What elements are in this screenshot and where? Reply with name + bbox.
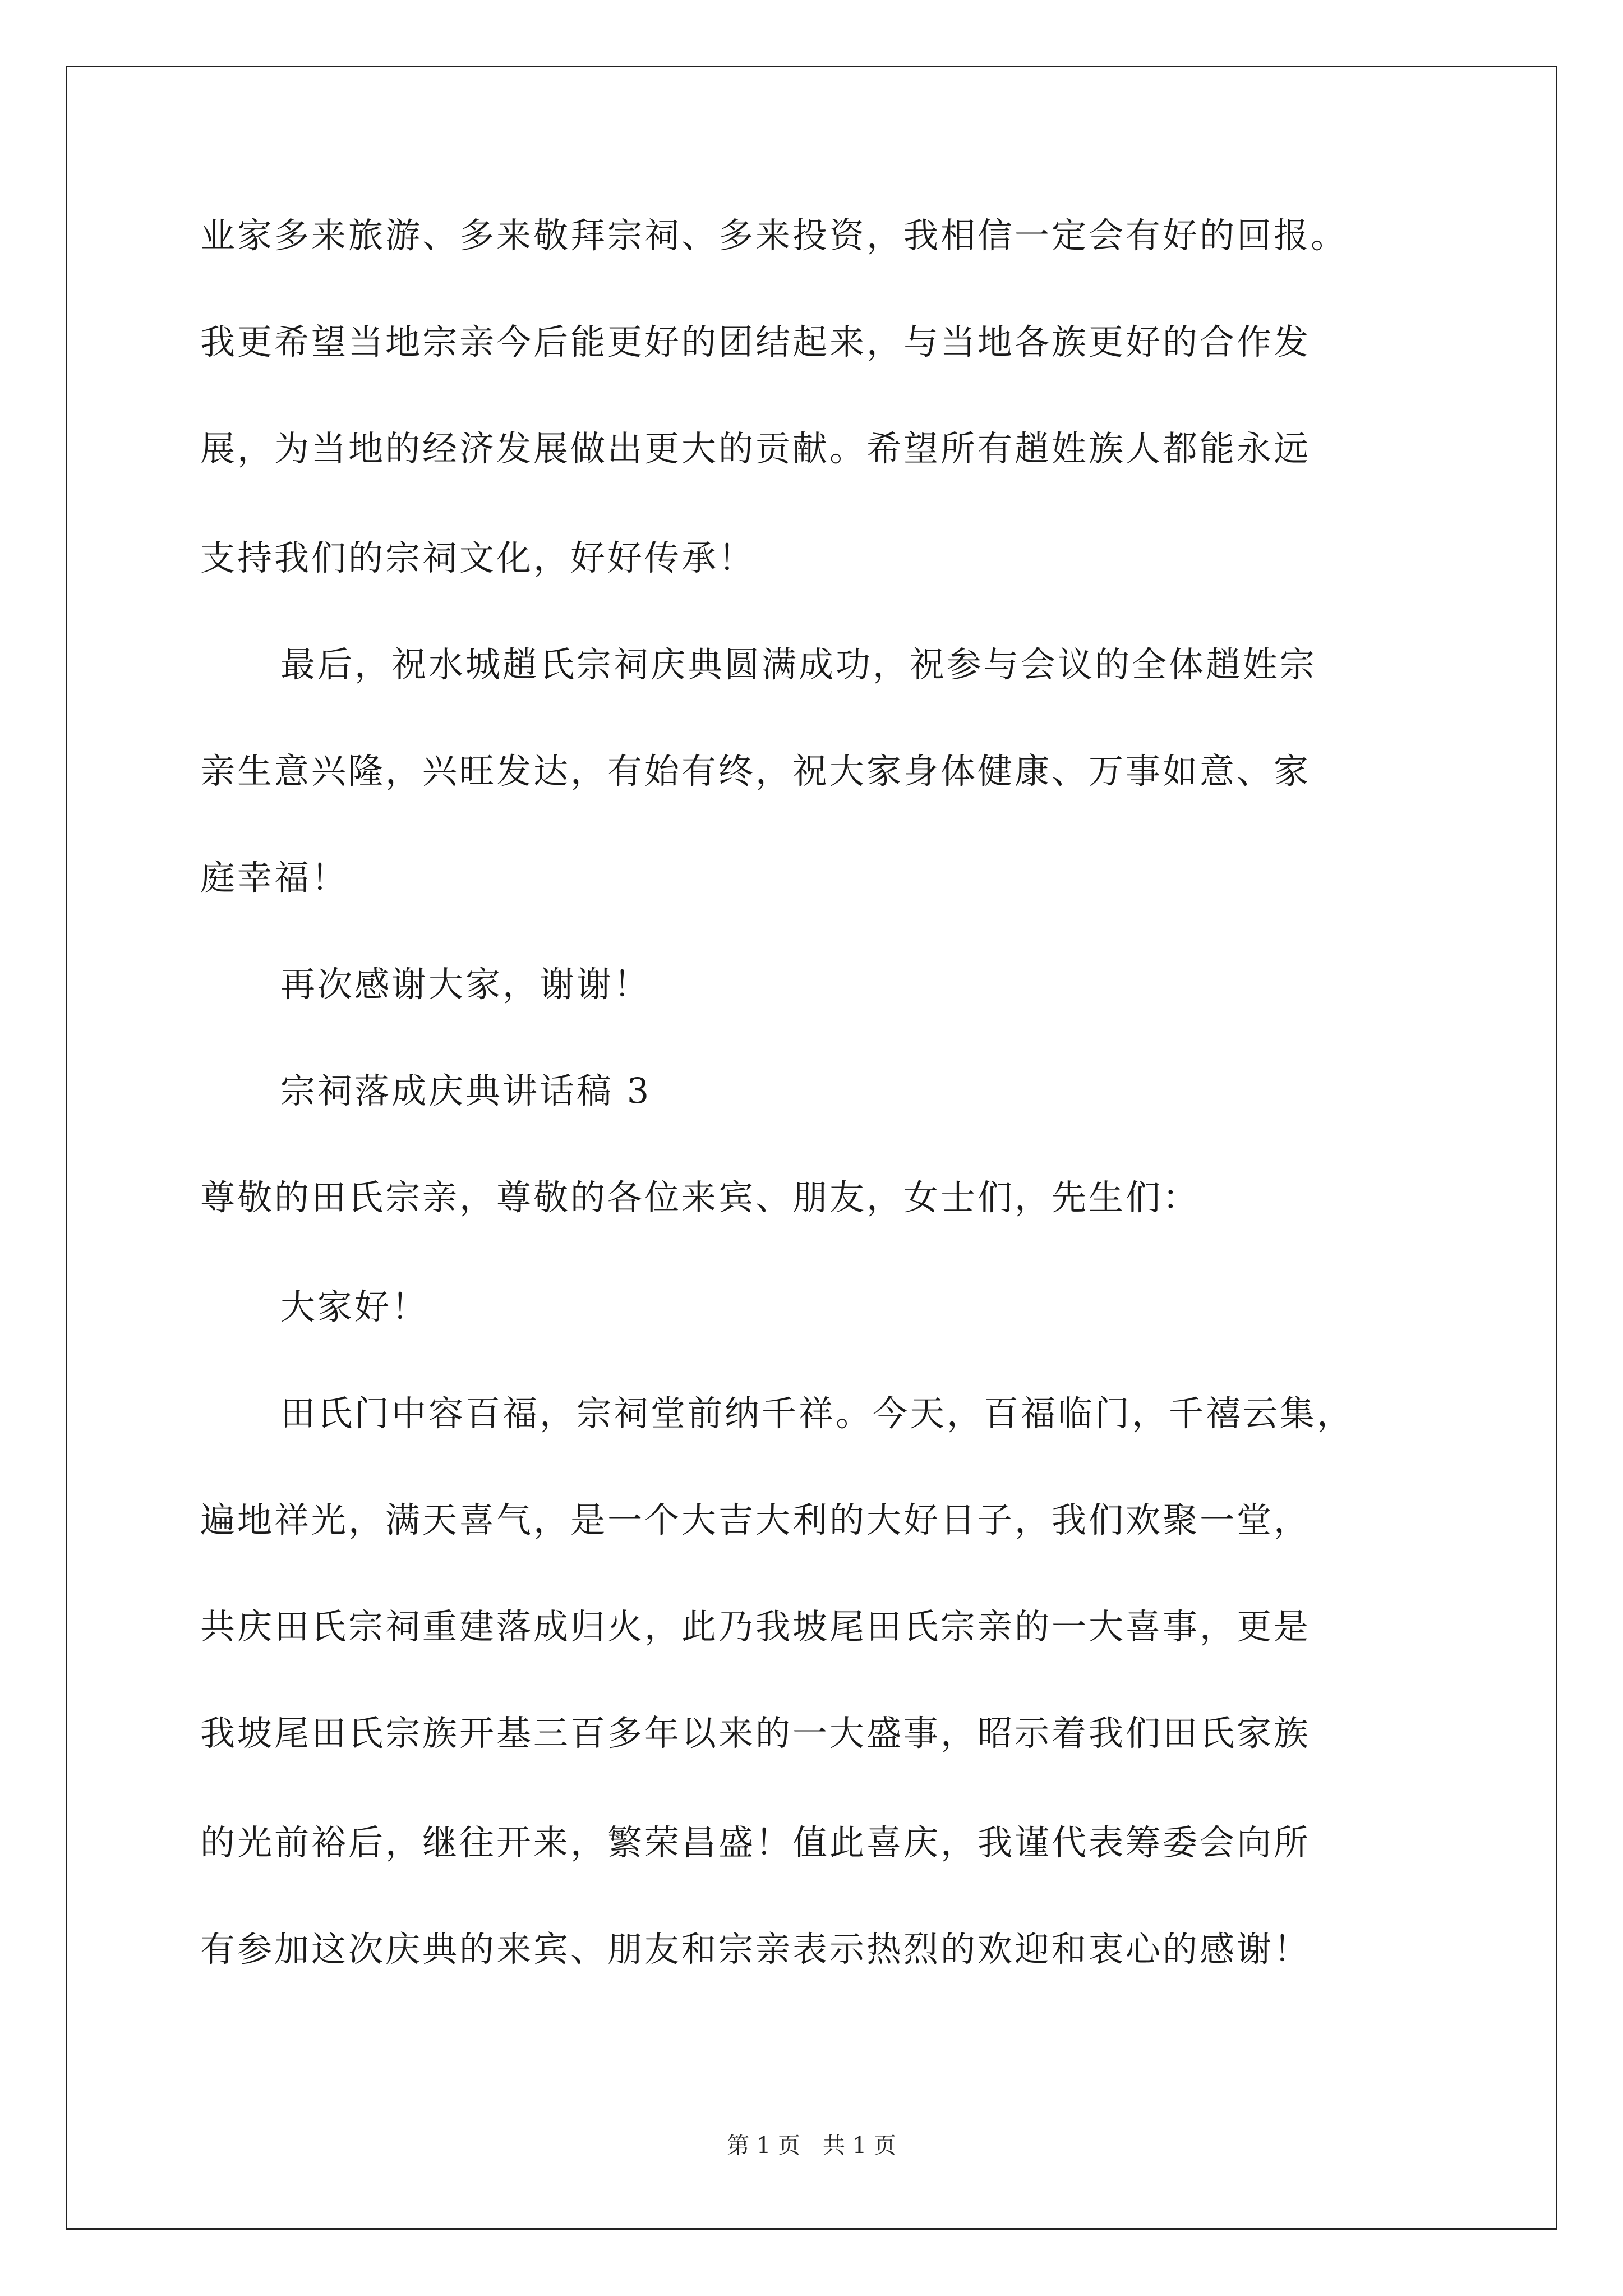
text-line: 田氏门中容百福，宗祠堂前纳千祥。今天，百福临门，千禧云集， — [280, 1393, 1354, 1434]
page-footer: 第 1 页 共 1 页 — [727, 2133, 896, 2159]
text-line: 展，为当地的经济发展做出更大的贡献。希望所有趙姓族人都能永远 — [200, 428, 1311, 469]
text-line: 我坡尾田氏宗族开基三百多年以来的一大盛事，昭示着我们田氏家族 — [200, 1713, 1311, 1754]
text-line: 尊敬的田氏宗亲，尊敬的各位来宾、朋友，女士们，先生们： — [200, 1177, 1200, 1218]
text-line: 支持我们的宗祠文化，好好传承！ — [200, 537, 756, 578]
section-heading: 宗祠落成庆典讲话稿 3 — [280, 1070, 652, 1111]
text-line: 我更希望当地宗亲今后能更好的团结起来，与当地各族更好的合作发 — [200, 321, 1311, 362]
text-line: 有参加这次庆典的来宾、朋友和宗亲表示热烈的欢迎和衷心的感谢！ — [200, 1929, 1311, 1970]
text-line: 最后，祝水城趙氏宗祠庆典圆满成功，祝参与会议的全体趙姓宗 — [280, 644, 1317, 685]
text-line: 亲生意兴隆，兴旺发达，有始有终，祝大家身体健康、万事如意、家 — [200, 751, 1311, 792]
page-border — [66, 66, 1557, 2230]
text-line: 业家多来旅游、多来敬拜宗祠、多来投资，我相信一定会有好的回报。 — [200, 215, 1348, 256]
text-line: 共庆田氏宗祠重建落成归火，此乃我坡尾田氏宗亲的一大喜事，更是 — [200, 1606, 1311, 1647]
text-line: 大家好！ — [280, 1286, 429, 1327]
text-line: 再次感谢大家，谢谢！ — [280, 964, 651, 1005]
text-line: 的光前裕后，继往开来，繁荣昌盛！值此喜庆，我谨代表筹委会向所 — [200, 1822, 1311, 1863]
text-line: 遍地祥光，满天喜气，是一个大吉大利的大好日子，我们欢聚一堂， — [200, 1499, 1311, 1540]
text-line: 庭幸福！ — [200, 857, 349, 898]
